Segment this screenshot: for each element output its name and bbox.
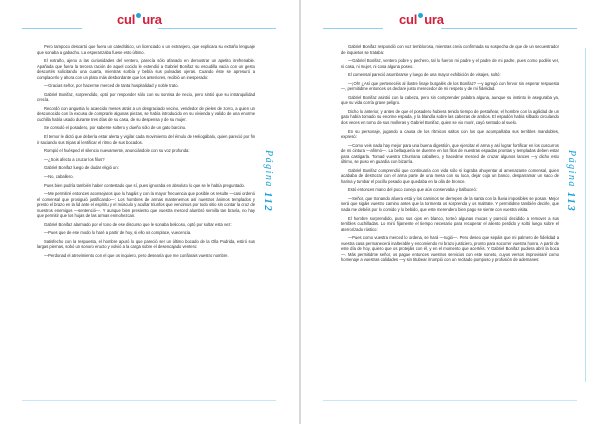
logo-dot-icon (136, 13, 141, 18)
body-paragraph: Pero tampoco descartó que fuera un catedrático, un licenciado o un extranjero, que explicara su extraño lenguaje que sonaba a gabacho. La esperanzaba fuese esto último. (37, 44, 255, 55)
body-paragraph: El hombre sorprendido, puso sus ojos en blanco, torteó algunas mucas y pareció decidido a remover a sus terribles cuchilladas. Lo miró fijamente el tiempo necesario para recuperar el aliento perdido y soltó luego sobre el aterrorizado rústico: (341, 215, 559, 232)
body-paragraph: Dicho lo anterior, y antes de que el posadero hubiera tenido tiempo de pestañear, el hombre con la agilidad de un gato había tomado su enorme espada, y la blandía sobre las cabezas de ambos. El espadón había silbado circulando dos veces en torno de sus molleras y Gabriel Bonifaz, quien se vio morir, cayó sentado al suelo. (341, 108, 559, 125)
page-label: Página (566, 150, 577, 188)
body-paragraph: Gabriel Bonifaz comprendió que continuaría con vida sólo si lograba ahuyentar al amenazante comensal, quien acababa de destrozar con el arma parte de una mesa con su loca, dejar coja un banco, desparramar un saco de harina y tumbar el pocillo pesado que quedaba en la olla de bronce. (341, 167, 559, 184)
footer-rule (323, 400, 577, 401)
body-paragraph: Pues bien podría también haber contestado que sí, pues ignoraba en absoluto lo que se le había preguntado. (44, 182, 245, 188)
body-paragraph: Estó entonces mano del poco conejo que aún conservaba y balbuceó: (348, 187, 477, 193)
brand-name-post: ura (424, 12, 444, 27)
body-paragraph: Gabriel Bonifaz luego de dudar eligió un: (44, 165, 119, 171)
header-rule-left (22, 28, 82, 29)
body-paragraph: Gabriel Bonifaz alarmado por el tono de ese discurso que le sonaba belicoso, optó por soltar esta vez: (44, 221, 232, 227)
body-paragraph: —Pues como vuestra merced lo ordena, se hará —rugió—. Pero deseo que sepáis que mi palmero de fidelidad a vuestra casa permanecerá inalterable y encomiendo mi brazo justiciero, pronto para socorrer vuestra honra. A partir de este día de hoy, quiero que os protejáis con él, y en el momento que acertéis. Y Gabriel Bonifaz pudiera abrir la boca—. Más permitidme señor, os pague entonces vuestros servicios con este soneto, cuyos versos improvisaré como homenaje a vuestras calidades —y sin titubear irrumpió con un recitado pomposo y profusión de ademanes: (341, 235, 559, 263)
body-paragraph: —Como veis nada hay mejor para una buena digestión, que ejercitar el arma y así lograr fortificar en los cuscurros de mi cintura —afirmó—. La bellaquería se duerme en los filos de nuestras espadas prontas y templadas deben estar para castigarla. Tomad vuestra Churriana caballero, y hacedme merced de cruzar algunos lances —y dicho esto último, se puso en guardia con bizarría. (341, 142, 559, 165)
body-paragraph: El comensal pareció asombrarse y luego de una mayor exhibición de visajes, soltó: (348, 72, 501, 78)
header-rule-right (158, 28, 276, 29)
body-paragraph: —Me permitiré entonces aconsejaros que lo hagáis y con la mayor frecuencia que posible os resulte —casi ordenó el comensal que prosiguió justificando—: Los hombres de armas mantenemos así nuestros ánimos templados y presto el brazo en la lid ante el espíritu y el músculo y acullar triunfos que vencimos por todo sitio sin contar la cruz de nuestros enemigos —sentenció—. Y aunque bien presiento que vuestra merced alumbró semilla tan bravía, no hay que permitir que los hojas de las armas enmohezcan. (37, 191, 255, 219)
body-paragraph: Satisfecho con la respuesta, el hombre apuró lo que pareció ser un último bocado de la Olla Podrida, estiró sus largas piernas, sobó un sonoro eructo y volvió a la carga sobre el desencajado ventero: (37, 238, 255, 250)
brand-logo (117, 12, 162, 27)
header-rule-left (323, 28, 383, 29)
body-paragraph: Gabriel Bonifaz, sorprendido, optó por responder sólo con su sonrisa de necio, pero sintió que su intranquilidad crecía. (37, 91, 255, 103)
left-page (0, 0, 299, 424)
brand-name-pre: cul (399, 12, 418, 27)
brand-name-post: ura (142, 12, 162, 27)
body-paragraph: —Señor, que tronando afuera está y los caminos se derrepen de la santa con la lluvia imposibles se posan. Mejor será que sigáis vuestro camino antes que la tormenta os sorprenda y os maltrate. Y permitidme también decirle, que nada me debéis por lo comido y lo bebido, que este merendero bien pago se siente con vuestra visita. (341, 195, 559, 212)
body-paragraph: —Gracias señor, por hacerme merced de tanta hospitalidad y noble trato. (44, 83, 179, 89)
body-paragraph: El temor le dictó que debería estar alerta y vigilar cada movimiento del émulo de Heliogábalo, quien pareció por fin ir saciando sus tripas al lentificar el ritmo de sus bocados. (37, 134, 255, 145)
right-body-text (341, 44, 559, 266)
body-paragraph: Gabriel Bonifaz respondió con voz temblorosa, mientras creía confirmada su sospecha de que de un secuestrador de inquietos se trataba: (341, 44, 559, 55)
body-paragraph: —Perdonad el atrevimiento con el que os inquiero, pero desearía que me confiarais vuestro nombre. (44, 253, 229, 258)
body-paragraph: Se consoló el posadero, por saberse soltero y dueño sólo de un gato barcino. (44, 125, 187, 131)
body-paragraph: Gabriel Bonifaz asintió con la cabeza, pero sin comprender palabra alguna, aunque su instinto le aseguraba ya, que su vida corría grave peligro. (341, 94, 559, 106)
body-paragraph: —Pues que de ese modo lo haré a partir de hoy, si ello os complace, vuecencia. (44, 230, 192, 236)
left-page-number (262, 150, 274, 212)
body-paragraph: —Gabriel Bonifaz, ventero pobre y pechero, tal lo fueron mi padre y el padre de mi padre, pues como podéis ver, ni casa, ni mujer, ni cosa alguna poseo. (341, 58, 559, 69)
page-number: 112 (262, 191, 274, 213)
body-paragraph: —¡Oh! ¿Así que pertenecéis al ilustre linaje burgalés de los Bonifaz? —y agregó con fervor sin esperar respuesta—, permitidme entonces os declare justo merecedor de mi respeto y de mi fidelidad. (341, 80, 559, 92)
body-paragraph: Recordó con angustia lo acaecido meses atrás a un desgraciado vecino, vendedor de pieles de zorro, a quien un desconocido con la excusa de comprarle algunas piezas, se había introducido en su vivienda y valido de una enorme cuchilla había usado durante tres días de su casa, de su despensa y de su mujer. (37, 105, 255, 122)
body-paragraph: —¿Sois afecto a cruzar los filos? (44, 156, 105, 162)
right-page-number (565, 150, 577, 212)
header-rule-right (441, 28, 577, 29)
right-page (301, 0, 600, 424)
page-edge-line (585, 48, 586, 382)
page-label: Página (263, 150, 274, 188)
brand-logo (399, 12, 444, 27)
brand-name-pre: cul (117, 12, 136, 27)
footer-rule (22, 400, 276, 401)
body-paragraph: —No, caballero. (44, 173, 74, 179)
logo-dot-icon (418, 13, 423, 18)
page-number: 113 (565, 191, 577, 213)
left-body-text (37, 44, 255, 262)
body-paragraph: El extraño, ajeno a las curiosidades del ventero, parecía sólo afanado en demostrar un apetito irrefrenable. Apañada que fuera la tercera ración de aquel cocido le extendió a Gabriel Bonifaz su escudilla vacía con un gesto descortés solicitando una cuarta, mientras sorbía y bebía sus polvadas ojeras. Cuando éste se apresuró a complacerlo y ahora con un plato más desbordante que los anteriores, recibió un inesperado: (37, 58, 255, 80)
body-paragraph: Rompió el huésped el silencio nuevamente, anunciándole con su voz profunda: (44, 148, 190, 154)
body-paragraph: En su personaje, jugando a causa de los rítmicos saltos con los que acompañaba sus terribles mandobles, expresó: (341, 128, 559, 140)
